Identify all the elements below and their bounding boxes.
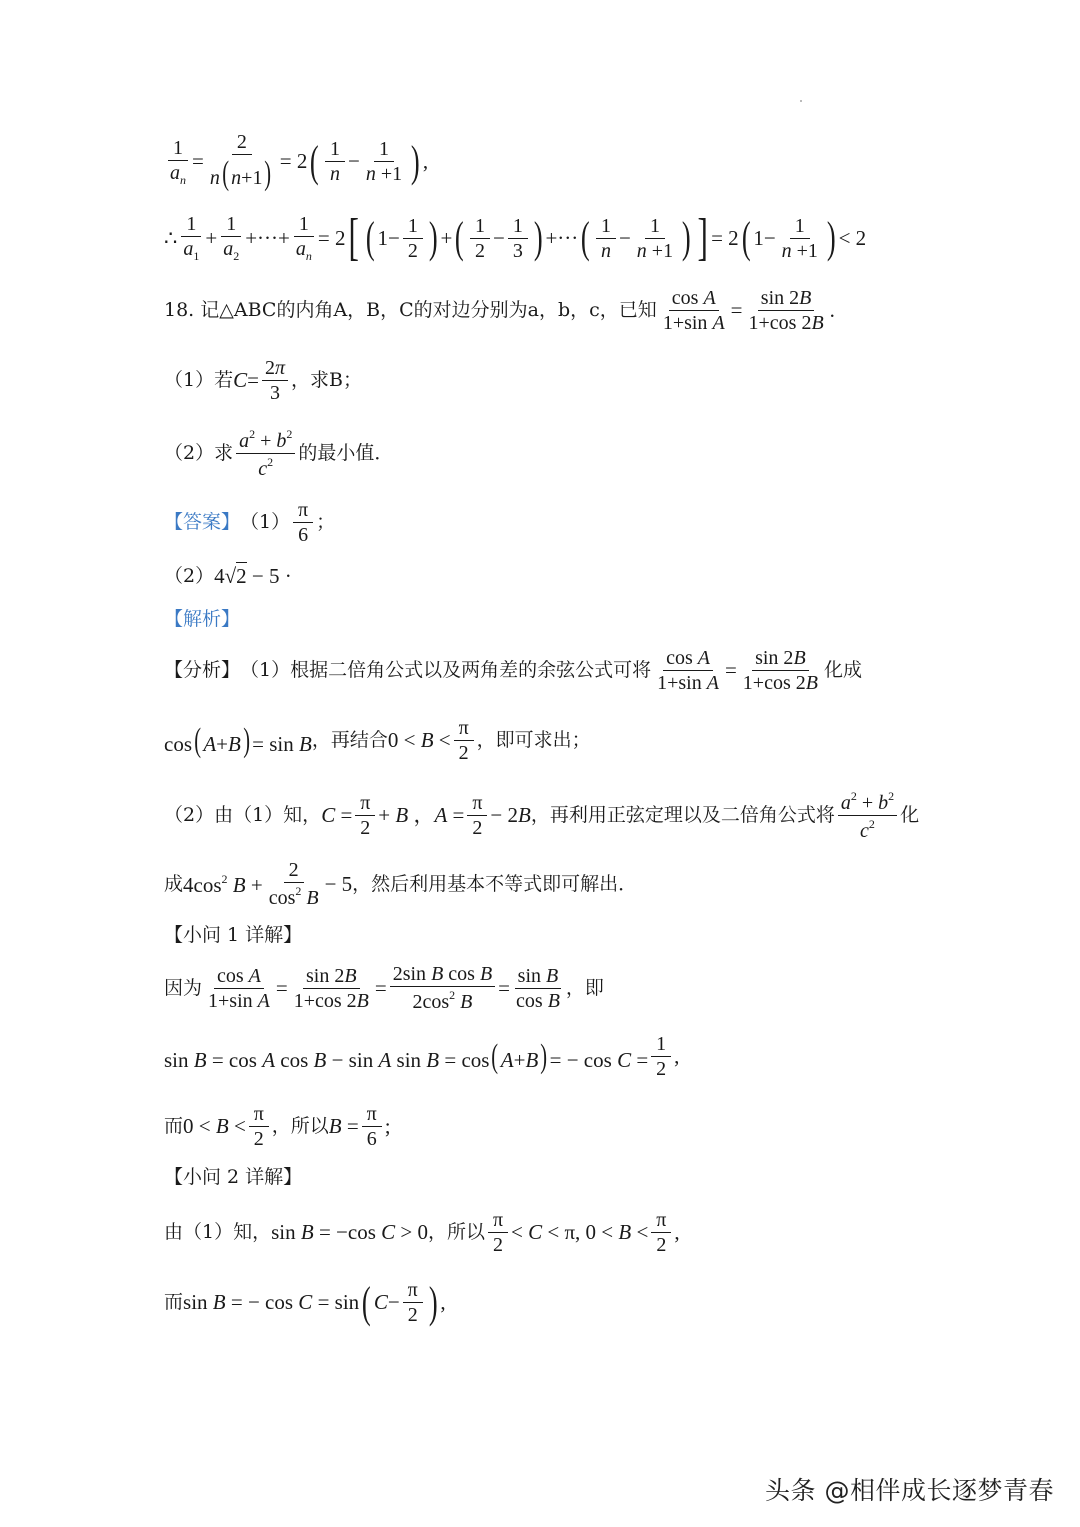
watermark: 头条 @相伴成长逐梦青春 [765, 1476, 1054, 1505]
analysis-3: （2）由（1）知， C = $\frac{\pi}{2}$ + B ，A = $\frac{\pi}{2}$ − 2B ，再利用正弦定理以及二倍角公式将 $\frac{a^2 + b^2}{c^2}$ 化 [164, 789, 920, 842]
q1-line1: 因为 $\frac{\text{cos A}}{\text{1+sin A}}$ = $\frac{\sin 2B}{1+\cos 2B}$ = $\frac{\text{2sin B cos B}}{2\cos^2 B}$ = $\frac{\text{sin B}}{\text{cos B}}$ ，即 [164, 963, 604, 1013]
q2-line1: 由（1）知， sin B = −cos C > 0 ，所以 $\frac{\pi}{2}$ < C < π, 0 < B < $\frac{\pi}{2}$ , [164, 1209, 680, 1256]
problem-part2: （2）求 $\frac{a^2 + b^2}{c^2}$ 的最小值． [164, 427, 394, 480]
formula-sum: ∴ $\frac{1}{a_1}$ + $\frac{1}{a_2}$ +···+ $\frac{1}{a_n}$ = 2 [ ( 1− $\frac{1}{2}$ ) + ( $\frac{1}{2}$ − $\frac{1}{3}$ ) +··· ( $\frac{1}{n}$ − $\frac{1}{n +1}$ ) ] = 2 ( 1− $\frac{1}{n +1}$ ) < 2 [164, 209, 867, 266]
problem-part1: （1）若 C = $\frac{2\pi}{3}$ ，求B； [164, 357, 362, 404]
problem-stem: 记△ABC的内角A，B，C的对边分别为a，b，c，已知 [200, 299, 657, 321]
analysis-header: 【解析】 [164, 608, 241, 630]
q1-header: 【小问 1 详解】 [164, 924, 303, 946]
analysis-2: cos( A+B) = sin B ，再结合 0 < B < $\frac{\pi}{2}$ ，即可求出； [164, 717, 591, 764]
analysis-1: 【分析】 （1）根据二倍角公式以及两角差的余弦公式可将 $\frac{\text{cos A}}{\text{1+sin A}}$ = $\frac{\sin 2B}{1+\cos 2B}$ 化成 [164, 647, 862, 694]
q2-header: 【小问 2 详解】 [164, 1166, 303, 1188]
answer-label: 【答案】 [164, 511, 241, 533]
scan-dot [800, 100, 802, 102]
problem-number: 18. [164, 299, 195, 321]
answer-1: 【答案】 （1） $\frac{\pi}{6}$ ； [164, 499, 336, 546]
problem-18: 18. 记△ABC的内角A，B，C的对边分别为a，b，c，已知 $\frac{\text{cos A}}{\text{1+sin A}}$ = $\frac{\sin 2B}{1+\cos 2B}$ . [164, 287, 835, 334]
q2-line2: 而 sin B = − cos C = sin ( C − $\frac{\pi}{2}$ ) , [164, 1277, 446, 1327]
q1-line3: 而 0 < B < $\frac{\pi}{2}$ ，所以 B = $\frac{\pi}{6}$ ; [164, 1103, 391, 1150]
q1-line2: sin B = cos A cos B − sin A sin B = cos( A+B) = − cos C = $\frac{1}{2}$ , [164, 1033, 680, 1080]
answer-2: （2） 4√2 − 5 · [164, 564, 292, 588]
analysis-4: 成 $4\cos^2$ B + $\frac{2}{\cos^2 B}$ − 5 ，然后利用基本不等式即可解出． [164, 859, 638, 909]
formula-an: $\frac{1}{a_n}$ = $\frac{2}{n( n+1)}$ = 2 ( $\frac{1}{n}$ − $\frac{1}{n +1}$ ) , [170, 131, 429, 192]
